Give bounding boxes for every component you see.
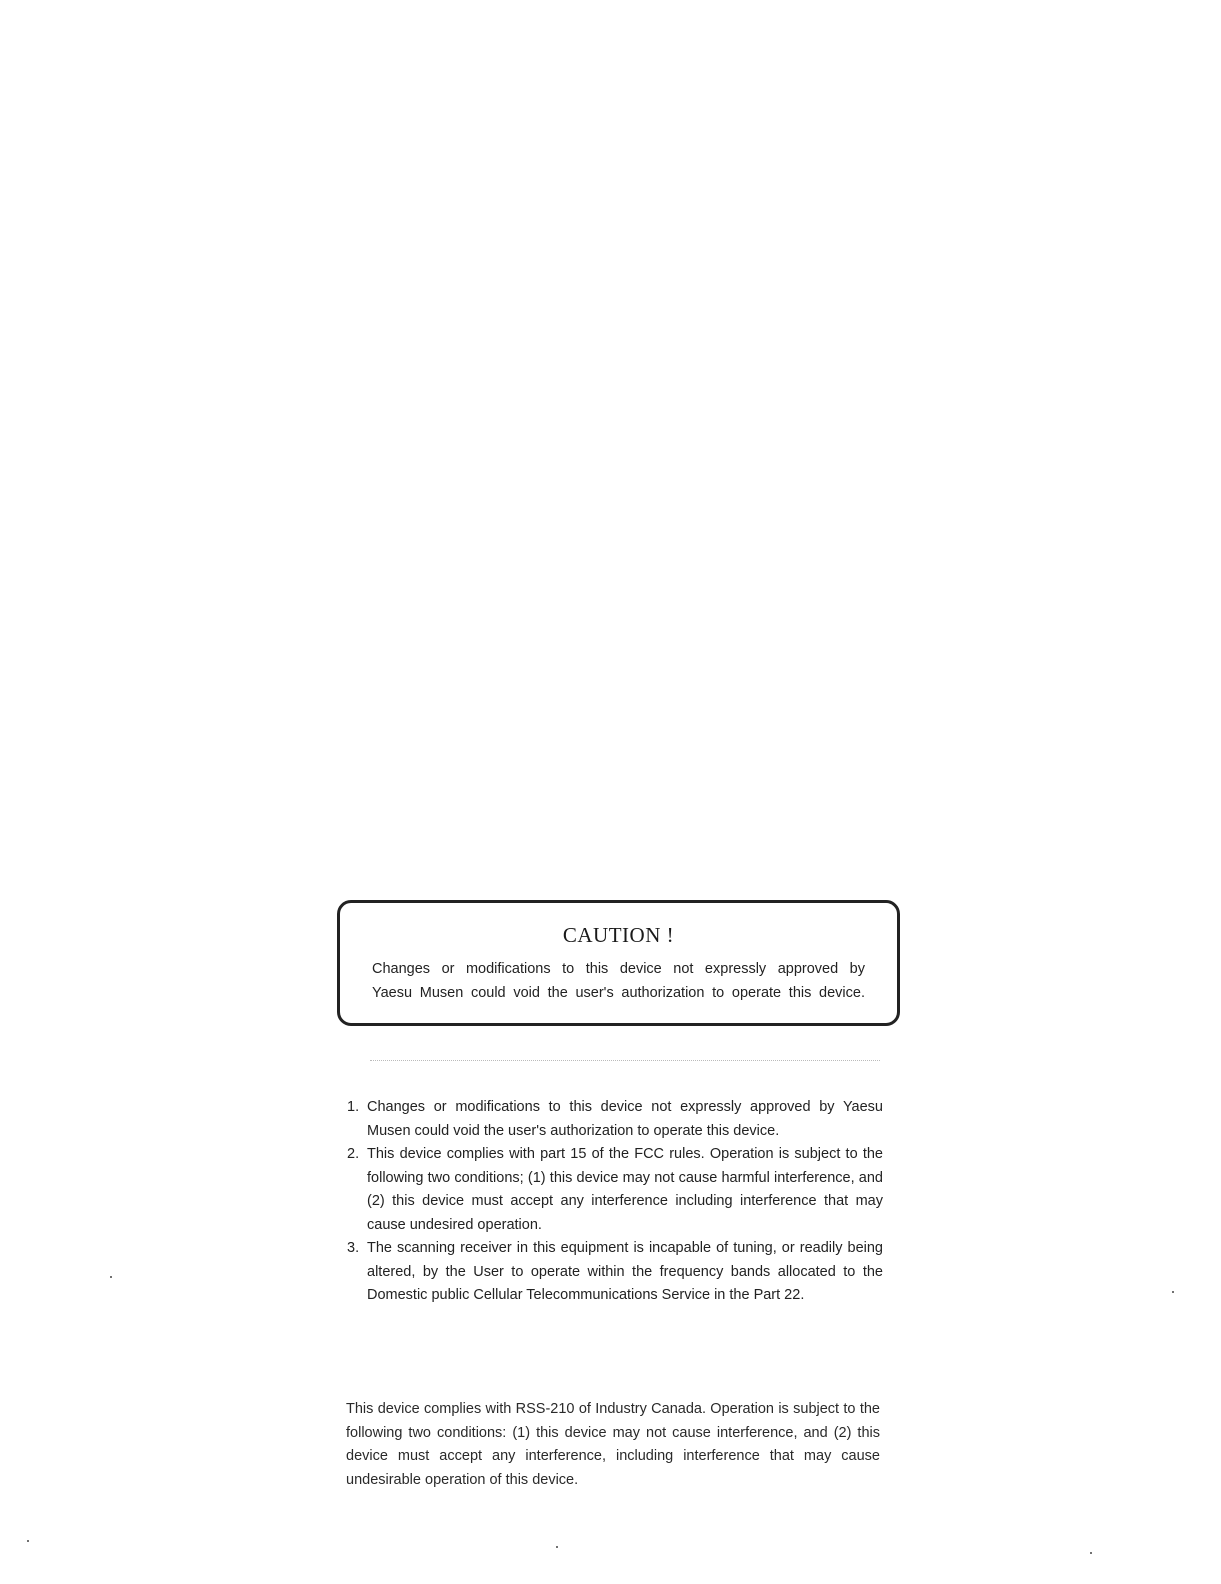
list-item [347, 1143, 883, 1237]
scan-speck [556, 1546, 558, 1548]
caution-line: Changes or modifications to this device not expressly approved by [372, 961, 865, 977]
caution-title: CAUTION ! [562, 923, 675, 947]
divider [370, 1060, 880, 1061]
scan-speck [1172, 1291, 1174, 1293]
list-item [347, 1237, 883, 1308]
industry-canada-notice: This device complies with RSS-210 of Industry Canada. Operation is subject to the following two conditions: (1) this device may not cause interference, and (2) this device must accept any interference, including interference that may cause undesirable operation of this device. [346, 1401, 880, 1488]
scan-speck [27, 1540, 29, 1542]
caution-text [372, 957, 865, 1005]
list-item-text: This device complies with part 15 of the FCC rules. Operation is subject to the following two conditions; (1) this device may not cause harmful interference, and (2) this device must accept any interference including interference that may cause undesired operation. [367, 1146, 883, 1233]
caution-line: Yaesu Musen could void the user's authorization to operate this device. [372, 985, 865, 1001]
list-item-text: Changes or modifications to this device not expressly approved by Yaesu Musen could void the user's authorization to operate this device. [367, 1099, 883, 1139]
scan-speck [110, 1276, 112, 1278]
list-item [347, 1096, 883, 1143]
fcc-notice-list [347, 1096, 883, 1308]
list-item-text: The scanning receiver in this equipment is incapable of tuning, or readily being altered, by the User to operate within the frequency bands allocated to the Domestic public Cellular Telecommunications Service in the Part 22. [367, 1240, 883, 1303]
list-item-number: 3. [347, 1240, 360, 1256]
scan-speck [1090, 1552, 1092, 1554]
caution-box [337, 900, 900, 1026]
list-item-number: 1. [347, 1099, 360, 1115]
list-item-number: 2. [347, 1146, 360, 1162]
